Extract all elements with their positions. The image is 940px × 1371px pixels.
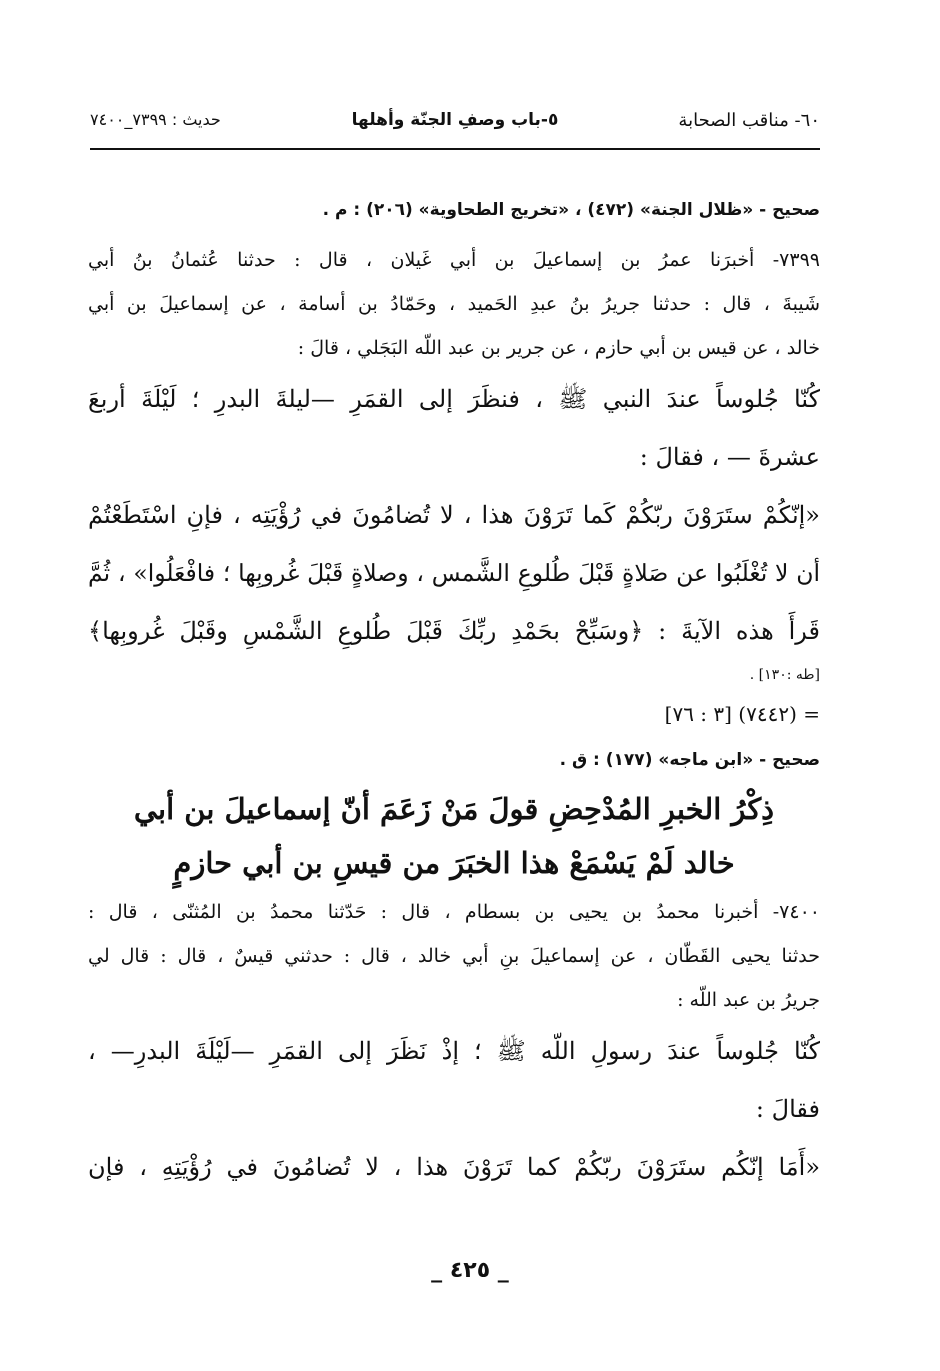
chapter-heading [88,782,820,890]
matn-line: عشرةَ — ، فقالَ : [639,443,820,471]
grade-line-2: صحيح - «ابن ماجه» (١٧٧) : ق . [559,750,820,770]
hadith-7399-matn [88,370,820,660]
page-number: _ ٤٢٥ _ [431,1258,509,1283]
hadith-range: حديث : ٧٣٩٩_٧٤٠٠ [90,110,221,129]
isnad-line: ٧٣٩٩- أخبرَنا عمرُ بن إسماعيلَ بن أبي غَيلان ، قال : حدثنا عُثمانُ بنُ أبي [88,249,820,271]
hadith-7400-matn [88,1022,820,1196]
matn-line: قَرأَ هذه الآيةَ : ﴿وسَبِّحْ بحَمْدِ ربِّكَ قَبْلَ طُلوعِ الشَّمْسِ وقَبْلَ غُروبِها﴾ [88,617,820,645]
heading-line: خالد لَمْ يَسْمَعْ هذا الخبَرَ من قيسِ بن أبي حازمٍ [173,846,735,880]
cross-reference: = (٧٤٤٢) [٣ : ٧٦] [664,702,820,726]
header-divider [90,148,820,150]
quran-reference: [طه :١٣٠] . [749,667,820,683]
hadith-7400-isnad [88,890,820,1022]
page-body [88,188,820,1196]
chapter-title: ٦٠- مناقب الصحابة [678,110,820,131]
matn-line: كُنّا جُلوساً عندَ رسولِ اللّه ﷺ ؛ إذْ نَظَرَ إلى القمَرِ —لَيْلَةَ البدرِ— ، [88,1037,820,1065]
heading-line: ذِكْرُ الخبرِ المُدْحِضِ قولَ مَنْ زَعَمَ أنّ إسماعيلَ بن أبي [133,792,775,826]
hadith-7399-isnad [88,238,820,370]
matn-line: أن لا تُغْلَبُوا عن صَلاةٍ قَبْلَ طُلوعِ الشَّمس ، وصلاةٍ قَبْلَ غُروبِها ؛ فافْعَلُوا» ، ثُمَّ [88,559,820,587]
matn-line: كُنّا جُلوساً عندَ النبي ﷺ ، فنظَرَ إلى القمَرِ —ليلةَ البدرِ ؛ لَيْلَةَ أربعَ [88,385,820,413]
grade-line-1: صحيح - «ظلال الجنة» (٤٧٢) ، «تخريج الطحاوية» (٢٠٦) : م . [322,200,820,220]
isnad-line: خالد ، عن قيس بن أبي حازم ، عن جرير بن عبد اللّه البَجَلي ، قالَ : [297,337,820,359]
isnad-line: ٧٤٠٠- أخبرنا محمدُ بن يحيى بن بسطام ، قال : حَدّثنا محمدُ بن المُثنّى ، قال : [88,901,820,923]
isnad-line: حدثنا يحيى القَطّان ، عن إسماعيلَ بنِ أبي خالد ، قال : حدثني قيسٌ ، قال : قال لي [88,945,820,967]
matn-line: فقالَ : [755,1095,820,1123]
section-title: ٥-باب وصفِ الجنّة وأهلها [351,110,559,130]
isnad-line: شَيبةَ ، قال : حدثنا جريرُ بنُ عبدِ الحَميد ، وحَمّادُ بن أسامة ، عن إسماعيلَ بن أبي [88,293,820,315]
isnad-line: جريرُ بن عبد اللّه : [677,989,820,1011]
matn-line: «أَمَا إنّكُم ستَرَوْنَ ربّكُمْ كما تَرَوْنَ هذا ، لا تُضامُونَ في رُؤْيَتِهِ ، فإن [88,1153,820,1181]
running-header [90,110,820,146]
matn-line: «إنّكُمْ ستَرَوْنَ ربّكُمْ كَما تَرَوْنَ هذا ، لا تُضامُونَ في رُؤْيَتِه ، فإنِ اسْتَطَعْتُمْ [88,501,820,529]
